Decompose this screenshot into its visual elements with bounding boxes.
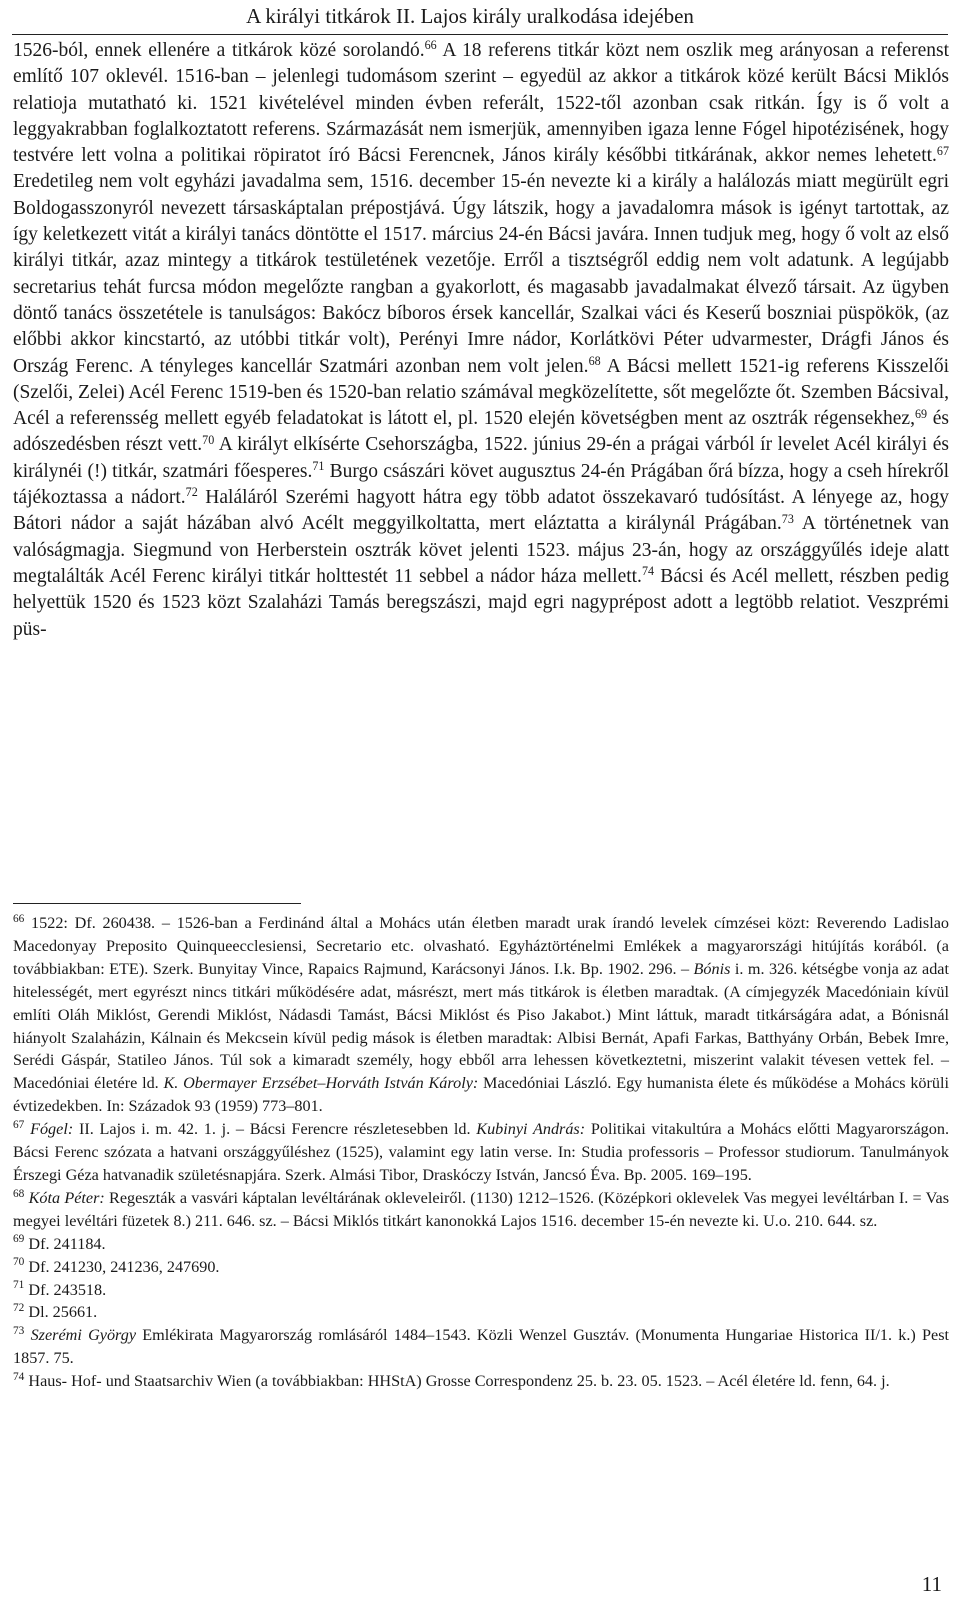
footnote-ref[interactable]: 74 xyxy=(641,564,655,579)
footnote-67 xyxy=(13,1118,949,1187)
footnote-text: Macedóniai László. Egy humanista élete és működése a Mohács körüli évtizedekben. In: Századok 93 (1959) 773–801. xyxy=(13,1074,949,1116)
footnote-author: Fógel: xyxy=(30,1120,74,1139)
footnote-number: 72 xyxy=(13,1302,25,1315)
footnote-text: Politikai vitakultúra a Mohács előtti Magyarországon. Bácsi Ferenc szózata a hatvani országgyűléshez (1525), valamint egy latin verse. In: Studia professoris – Professor studiorum. Tanulmányok Érszegi Géza hatvanadik születésnapjára. Szerk. Almási Tibor, Draskóczy István, Jancsó Éva. Bp. 2005. 169–195. xyxy=(13,1120,950,1184)
body-text-segment: és adószedésben részt vett. xyxy=(13,408,949,456)
footnote-number: 71 xyxy=(13,1279,25,1292)
footnote-68 xyxy=(13,1187,949,1233)
body-text-segment: A 18 referens titkár közt nem oszlik meg arányosan a referenst említő 107 oklevél. 1516-ban – jelenlegi tudomásom szerint – egyedül az akkor a titkárok közé került Bácsi Miklós relatioja mutatható ki. 1521 kivételével minden évben referált, 1522-től azonban csak ritkán. Így is ő volt a leggyakrabban foglalkoztatott referens. Származását nem ismerjük, amennyiben igaza lenne Fógel hipotézisének, hogy testvére lett volna a politikai röpiratot író Bácsi Ferencnek, János király későbbi titkárának, akkor nemes lehetett. xyxy=(13,40,949,167)
footnote-text: Emlékirata Magyarország romlásáról 1484–1543. Közli Wenzel Gusztáv. (Monumenta Hungariae Historica II/1. k.) Pest 1857. 75. xyxy=(13,1326,949,1368)
body-text-segment: Eredetileg nem volt egyházi javadalma sem, 1516. december 15-én nevezte ki a király a halálozás miatt megürült egri Boldogasszonyról nevezett társaskáptalan prépostjává. Úgy látszik, hogy a javadalomra mások is igényt tartottak, az így keletkezett vitát a királyi tanács döntötte el 1517. március 24-én Bácsi javára. Innen tudjuk meg, hogy ő volt az első királyi titkár, azaz mintegy a titkárok testületének vezetője. Erről a tisztségről eddig nem volt adatunk. A legújabb secretarius tehát furcsa módon megelőzte rangban a gyakorlott, és magasabb javadalmakat élvező társait. Az ügyben döntő tanács összetétele is tanulságos: Bakócz bíboros érsek kancellár, Szalkai váci és Keserű boszniai püspökök, (az előbbi akkor kincstartó, az utóbbi titkár volt), Perényi Imre nádor, Korlátkövi Péter udvarmester, Drágfi János és Ország Ferenc. A tényleges kancellár Szatmári azonban nem volt jelen. xyxy=(13,171,949,377)
page-number: 11 xyxy=(921,1572,942,1596)
body-paragraph xyxy=(13,38,949,643)
footnote-text: Df. 243518. xyxy=(24,1280,107,1299)
footnote-author: Szerémi György xyxy=(30,1326,137,1345)
footnote-text: Dl. 25661. xyxy=(24,1303,98,1322)
footnote-ref[interactable]: 71 xyxy=(312,459,325,474)
header-rule xyxy=(12,34,948,35)
footnote-text: II. Lajos i. m. 42. 1. j. – Bácsi Ferencre részletesebben ld. xyxy=(73,1120,477,1139)
footnote-71 xyxy=(13,1279,949,1302)
body-text-segment: 1526-ból, ennek ellenére a titkárok közé sorolandó. xyxy=(13,40,425,61)
footnote-text: Df. 241184. xyxy=(24,1234,106,1253)
main-body-text xyxy=(13,38,949,643)
footnote-number: 68 xyxy=(13,1187,25,1200)
footnote-ref[interactable]: 69 xyxy=(914,406,928,421)
footnote-text: Regeszták a vasvári káptalan levéltárának okleveleiről. (1130) 1212–1526. (Középkori oklevelek Vas megyei levéltárban I. = Vas megyei levéltári füzetek 8.) 211. 646. sz. – Bácsi Miklós titkárt kanonokká Lajos 1516. december 15-én nevezte ki. U.o. 210. 644. sz. xyxy=(13,1188,949,1230)
footnote-author: Kóta Péter: xyxy=(28,1188,105,1207)
footnote-number: 70 xyxy=(13,1256,25,1269)
footnote-text: Df. 241230, 241236, 247690. xyxy=(24,1257,220,1276)
footnote-number: 67 xyxy=(13,1118,25,1131)
body-text-segment: A történetnek van valóságmagja. Siegmund von Herberstein osztrák követ jelenti 1523. május 23-án, hogy az országgyűlés ideje alatt megtalálták Acél Ferenc királyi titkár holttestét 11 sebbel a nádor háza mellett. xyxy=(13,513,949,587)
footnote-text: i. m. 326. kétségbe vonja az adat hitelességét, mert egyrészt nincs titkári működésére adat, másrészt, mert más titkárok is életben maradtak. (A címjegyzék Macedóniain kívül említi Oláh Miklóst, Gerendi Miklóst, Nádasdi Tamást, Bácsi Miklóst és Piso Jakabot.) Mint láttuk, maradt titkárságára adat, a Bónisnál hiányolt Szalaházin, Kálnain és Mekcsein kívül pedig mások is életben maradtak: Albisi Bernát, Apafi Farkas, Batthyány Orbán, Bebek Imre, Serédi Gáspár, Statileo János. Túl sok a kimaradt személy, hogy ebből arra lehessen következtetni, miszerint valakit tévesen vettek fel. – Macedóniai életére ld. xyxy=(13,959,949,1093)
footnote-66 xyxy=(13,912,949,1118)
footnote-separator xyxy=(13,903,301,904)
footnote-ref[interactable]: 66 xyxy=(424,38,437,53)
footnote-ref[interactable]: 73 xyxy=(781,511,794,526)
footnote-number: 74 xyxy=(13,1370,25,1383)
footnote-number: 66 xyxy=(13,912,25,925)
body-text-segment: Haláláról Szerémi hagyott hátra egy több adatot összekavaró tudósítást. A lényege az, hogy Bátori nádor a saját házában alvó Acélt meggyilkoltatta, mert eláztatta a királynál Prágában. xyxy=(13,487,949,535)
footnote-number: 69 xyxy=(13,1233,25,1246)
footnote-text: Haus- Hof- und Staatsarchiv Wien (a továbbiakban: HHStA) Grosse Correspondenz 25. b. 23. 05. 1523. – Acél életére ld. fenn, 64. j. xyxy=(24,1372,890,1391)
footnote-ref[interactable]: 70 xyxy=(202,432,215,447)
footnote-author: K. Obermayer Erzsébet–Horváth István Károly: xyxy=(163,1074,479,1093)
footnote-ref[interactable]: 67 xyxy=(936,143,949,158)
footnote-73 xyxy=(13,1324,949,1370)
footnote-author: Bónis xyxy=(693,959,731,978)
footnote-70 xyxy=(13,1256,949,1279)
footnote-number: 73 xyxy=(13,1325,25,1338)
body-text-segment: Bácsi és Acél mellett, részben pedig helyettük 1520 és 1523 közt Szalaházi Tamás beregszászi, majd egri nagyprépost adott a legtöbb relatiot. Veszprémi püs- xyxy=(13,565,949,640)
footnote-69 xyxy=(13,1233,949,1256)
footnote-74 xyxy=(13,1370,949,1393)
footnote-72 xyxy=(13,1301,949,1324)
footnote-ref[interactable]: 68 xyxy=(588,353,601,368)
body-text-segment: A királyt elkísérte Csehországba, 1522. június 29-én a prágai várból ír levelet Acél királyi és királynéi (!) titkár, szatmári főesperes. xyxy=(13,434,949,482)
footnote-ref[interactable]: 72 xyxy=(185,485,198,500)
footnote-text: 1522: Df. 260438. – 1526-ban a Ferdinánd által a Mohács után életben maradt urak írandó levelek címzései közt: Reverendo Ladislao Macedonyay Preposito Quinqueecclesiensi, Secretario etc. olvasható. Egyháztörténelmi Emlékek a magyarországi hitújítás korából. (a továbbiakban: ETE). Szerk. Bunyitay Vince, Rapaics Rajmund, Karácsonyi János. I.k. Bp. 1902. 296. – xyxy=(13,914,949,978)
body-text-segment: A Bácsi mellett 1521-ig referens Kisszelői (Szelői, Zelei) Acél Ferenc 1519-ben és 1520-ban relatio számával megközelítette, sőt megelőzte őt. Szemben Bácsival, Acél a referensség mellett egyéb feladatokat is látott el, pl. 1520 elején követségben ment az osztrák régensekhez, xyxy=(13,355,950,430)
footnotes-section xyxy=(13,912,949,1393)
footnote-author: Kubinyi András: xyxy=(476,1120,586,1139)
running-header: A királyi titkárok II. Lajos király uralkodása idejében xyxy=(246,4,694,28)
body-text-segment: Burgo császári követ augusztus 24-én Prágában őrá bízza, hogy a cseh hírekről tájékoztassa a nádort. xyxy=(13,460,949,509)
